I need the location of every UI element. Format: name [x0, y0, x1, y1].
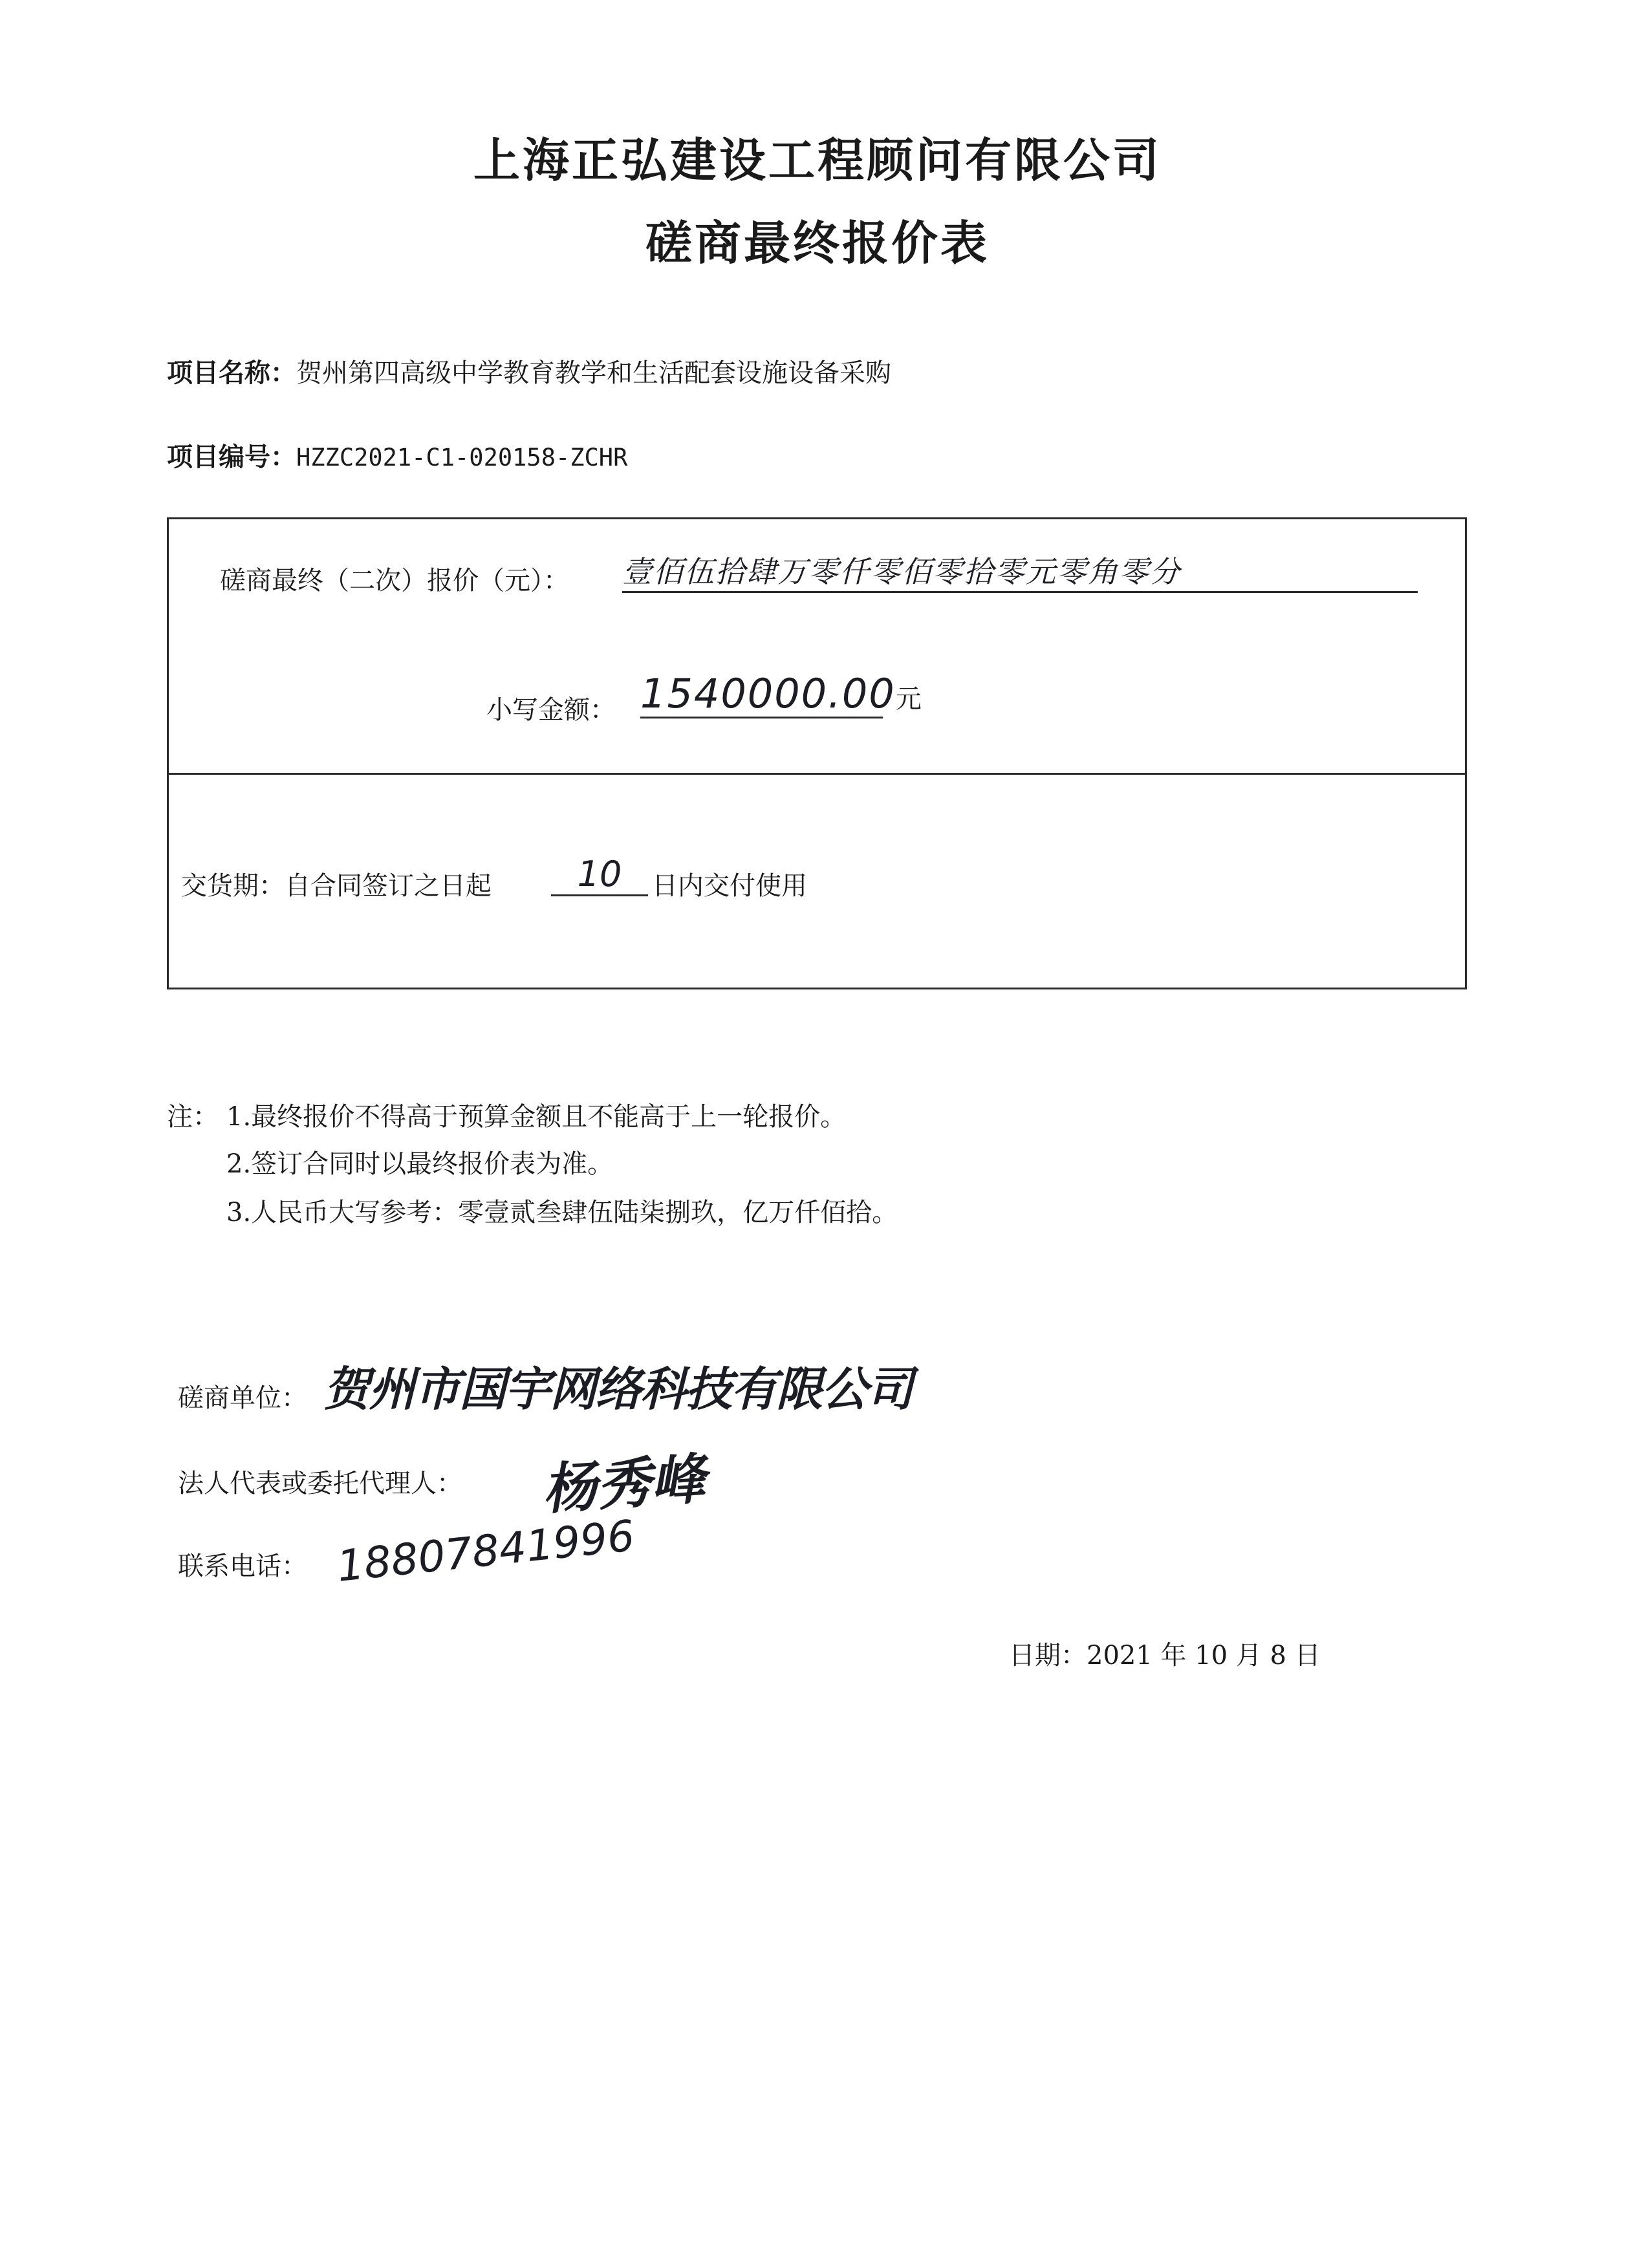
date-value: 2021 年 10 月 8 日: [1087, 1641, 1321, 1670]
note-item: 1.最终报价不得高于预算金额且不能高于上一轮报价。: [226, 1102, 847, 1132]
note-item: 3.人民币大写参考：零壹贰叁肆伍陆柒捌玖，亿万仟佰拾。: [226, 1198, 898, 1227]
company-title: 上海正弘建设工程顾问有限公司: [473, 133, 1162, 188]
date-label: 日期：: [1009, 1641, 1087, 1670]
project-name-label: 项目名称：: [167, 358, 296, 388]
phone-label: 联系电话：: [178, 1551, 307, 1581]
project-name-value: 贺州第四高级中学教育教学和生活配套设施设备采购: [296, 358, 891, 388]
final-quote-words: 壹佰伍拾肆万零仟零佰零拾零元零角零分: [622, 548, 1418, 593]
project-name-row: [167, 352, 891, 389]
vendor-unit-label: 磋商单位：: [178, 1383, 307, 1413]
representative-signature: 杨秀峰: [540, 1447, 708, 1522]
project-number-label: 项目编号：: [167, 442, 296, 472]
amount-field: [640, 670, 922, 718]
delivery-suffix: 日内交付使用: [652, 871, 807, 901]
project-number-row: [167, 437, 627, 473]
representative-label: 法人代表或委托代理人：: [178, 1469, 462, 1498]
project-number-value: HZZC2021-C1-020158-ZCHR: [296, 444, 628, 471]
delivery-days: 10: [551, 854, 648, 896]
amount-label: 小写金额：: [486, 695, 616, 725]
amount-value: 1540000.00: [640, 670, 896, 717]
quote-table-divider: [167, 773, 1467, 775]
notes-prefix: 注：: [167, 1102, 219, 1132]
date-row: [1009, 1635, 1321, 1672]
delivery-label: 交货期：自合同签订之日起: [181, 871, 492, 901]
phone-value: 18807841996: [334, 1511, 637, 1592]
final-quote-label: 磋商最终（二次）报价（元）：: [220, 566, 569, 596]
vendor-unit-value: 贺州市国宇网络科技有限公司: [323, 1362, 913, 1416]
note-item: 2.签订合同时以最终报价表为准。: [226, 1149, 614, 1179]
form-title: 磋商最终报价表: [645, 216, 990, 270]
amount-unit: 元: [895, 684, 922, 714]
